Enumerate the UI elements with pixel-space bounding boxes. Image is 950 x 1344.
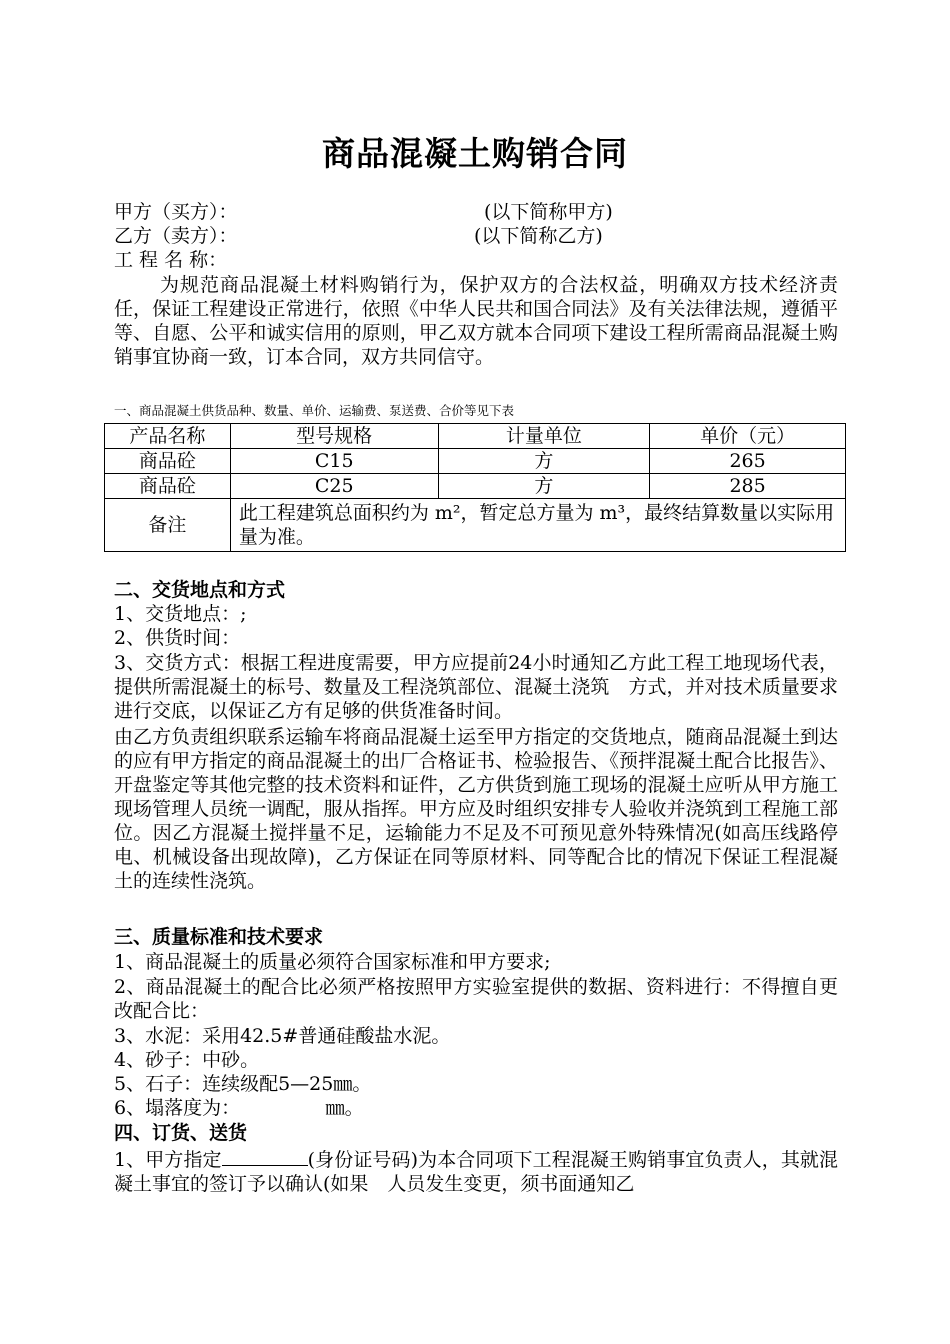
seller-note: (以下简称乙方) <box>474 225 603 247</box>
table-header: 型号规格 <box>230 424 438 449</box>
table-cell: 265 <box>650 449 846 474</box>
price-table <box>104 423 846 552</box>
table-remark-row <box>105 499 846 552</box>
section4-item1-rest: (身份证号码)为本合同项下工程混凝王购销事宜负责人，其就混凝土事宜的签订予以确认(如果 人员发生变更，须书面通知乙 <box>114 1149 839 1195</box>
seller-label: 乙方（卖方）： <box>114 225 238 247</box>
section3-item5: 5、石子：连续级配5—25㎜。 <box>114 1073 372 1095</box>
table-cell: C25 <box>230 474 438 499</box>
section2-item1: 1、交货地点：; <box>114 603 247 625</box>
section4-item1-start: 1、甲方指定 <box>114 1149 222 1171</box>
section3-item6: 6、塌落度为： ㎜。 <box>114 1097 364 1119</box>
section3-heading: 三、质量标准和技术要求 <box>114 926 324 948</box>
table-cell: 方 <box>438 449 650 474</box>
table-cell: 方 <box>438 474 650 499</box>
section2-paragraph: 由乙方负责组织联系运输车将商品混凝土运至甲方指定的交货地点，随商品混凝土到达的应有甲方指定的商品混凝土的出厂合格证书、检验报告、《预拌混凝土配合比报告》、开盘鉴定等其他完整的技术资料和证件，乙方供货到施工现场的混凝土应听从甲方施工现场管理人员统一调配，服从指挥。甲方应及时组织安排专人验收并浇筑到工程施工部位。因乙方混凝土搅拌量不足，运输能力不足及不可预见意外特殊情况(如高压线路停电、机械设备出现故障)，乙方保证在同等原材料、同等配合比的情况下保证工程混凝土的连续性浇筑。 <box>114 726 838 892</box>
section2-item2: 2、供货时间： <box>114 627 241 649</box>
document-title: 商品混凝土购销合同 <box>322 134 628 173</box>
section3-item2: 2、商品混凝土的配合比必须严格按照甲方实验室提供的数据、资料进行：不得擅自更改配合比： <box>114 976 838 1022</box>
seller-line <box>114 225 603 248</box>
table-row <box>105 449 846 474</box>
table-cell: 商品砼 <box>105 449 231 474</box>
project-name-line: 工 程 名 称： <box>114 249 228 271</box>
table-row <box>105 474 846 499</box>
section4-heading: 四、订货、送货 <box>114 1122 248 1144</box>
table-cell: 285 <box>650 474 846 499</box>
section3-item3: 3、水泥：采用42.5#普通硅酸盐水泥。 <box>114 1025 451 1047</box>
table-cell: 商品砼 <box>105 474 231 499</box>
remark-label: 备注 <box>105 499 231 552</box>
section3-item1: 1、商品混凝土的质量必须符合国家标准和甲方要求; <box>114 951 551 973</box>
section4-item1 <box>114 1147 838 1196</box>
section3-item4: 4、砂子：中砂。 <box>114 1049 260 1071</box>
intro-paragraph: 为规范商品混凝土材料购销行为，保护双方的合法权益，明确双方技术经济责任，保证工程建设正常进行，依照《中华人民共和国合同法》及有关法律法规，遵循平等、自愿、公平和诚实信用的原则，甲乙双方就本合同项下建设工程所需商品混凝土购销事宜协商一致，订本合同，双方共同信守。 <box>114 274 838 368</box>
buyer-note: (以下简称甲方) <box>484 201 613 223</box>
table-header: 计量单位 <box>438 424 650 449</box>
responsible-person-blank <box>222 1147 308 1166</box>
table-header-row <box>105 424 846 449</box>
table-header: 产品名称 <box>105 424 231 449</box>
section2-heading: 二、交货地点和方式 <box>114 579 286 601</box>
buyer-label: 甲方（买方）： <box>114 201 238 223</box>
buyer-line <box>114 201 613 224</box>
table-cell: C15 <box>230 449 438 474</box>
section1-heading: 一、商品混凝土供货品种、数量、单价、运输费、泵送费、合价等见下表 <box>114 403 515 418</box>
table-header: 单价（元） <box>650 424 846 449</box>
section2-item3: 3、交货方式：根据工程进度需要，甲方应提前24小时通知乙方此工程工地现场代表，提供所需混凝土的标号、数量及工程浇筑部位、混凝土浇筑 方式，并对技术质量要求进行交底，以保证乙方有足够的供货准备时间。 <box>114 652 838 722</box>
remark-text: 此工程建筑总面积约为 m²，暂定总方量为 m³，最终结算数量以实际用量为准。 <box>230 499 845 552</box>
